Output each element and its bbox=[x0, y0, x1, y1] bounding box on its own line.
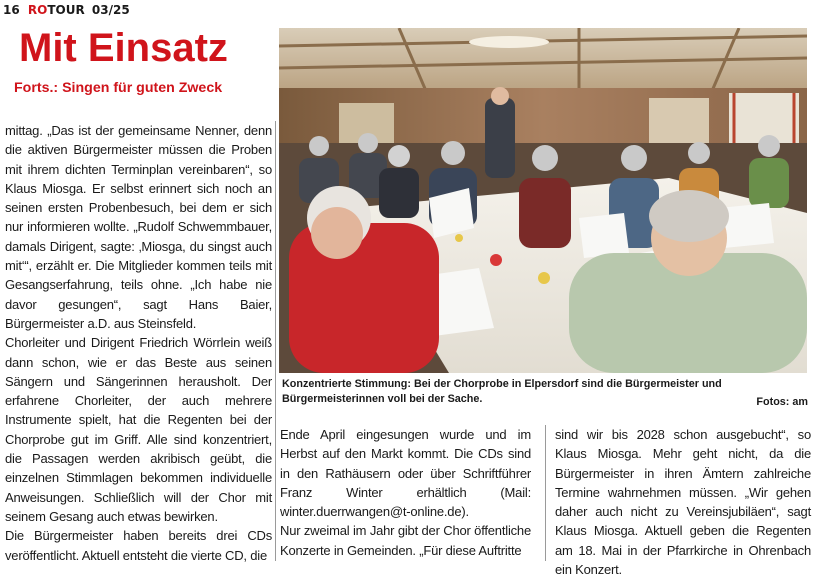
choir-rehearsal-photo bbox=[279, 28, 807, 373]
article-subheadline: Forts.: Singen für guten Zweck bbox=[14, 80, 223, 96]
magazine-brand-ro: RO bbox=[27, 3, 48, 17]
photo-illustration bbox=[279, 28, 807, 373]
article-headline: Mit Einsatz bbox=[19, 26, 228, 70]
issue-number: 03/25 bbox=[91, 3, 130, 17]
text-column-1 bbox=[5, 121, 272, 565]
paragraph: sind wir bis 2028 schon ausgebucht“, so Klaus Miosga. Mehr geht nicht, da die Bürgermeister in ihren Ämtern zahlreiche Termine wahrnehmen müssen. „Wir gehen daher auch nicht zu Vereinsjubiläen“, sagt Klaus Miosga. Aktuell geben die Regenten am 18. Mai in der Pfarrkirche in Ohrenbach ein Konzert. bbox=[555, 427, 811, 578]
photo-caption: Konzentrierte Stimmung: Bei der Chorprobe in Elpersdorf sind die Bürgermeister und Bürgermeisterinnen voll bei der Sache. bbox=[282, 378, 722, 405]
paragraph: Die Bürgermeister haben bereits drei CDs veröffentlicht. Aktuell entsteht die vierte CD, die bbox=[5, 528, 272, 563]
photo-credit: Fotos: am bbox=[756, 396, 808, 408]
column-divider bbox=[275, 121, 276, 561]
magazine-brand-tour: TOUR bbox=[47, 3, 85, 17]
column-divider bbox=[545, 425, 546, 561]
page-header bbox=[3, 3, 130, 19]
paragraph: mittag. „Das ist der gemeinsame Nenner, denn die aktiven Bürgermeister müssen die Proben mit ihrem dichten Terminplan vereinbaren“, so Klaus Miosga. Er selbst erinnert sich noch an seinen ersten Probenbesuch, bei dem er sich nur informieren wollte. „Rudolf Schwemmbauer, damals Dirigent, sagte: ‚Miosga, du singst auch mit‘“, erzählt er. Die Mitglieder kommen teils mit Gesangserfahrung, teils ohne. „Ich habe nie davor gesungen“, sagt Hans Baier, Bürgermeister a.D. aus Steinsfeld. bbox=[5, 123, 272, 331]
paragraph: Chorleiter und Dirigent Friedrich Wörrlein weiß dann schon, wie er das Beste aus seinen Sängern und Sängerinnen herausholt. Der erfahrene Chorleiter, der auch mehrere Instrumente spielt, hat die Regenten bei der Chorprobe gut im Griff. Alle sind konzentriert, die Passagen werden akribisch geübt, die einzelnen Stimmlagen bekommen individuelle Anweisungen. Schließlich will der Chor mit seinem Gesang auch etwas bewirken. bbox=[5, 335, 272, 524]
text-column-2 bbox=[280, 425, 531, 560]
text-column-3 bbox=[555, 425, 811, 579]
paragraph: Ende April eingesungen wurde und im Herbst auf den Markt kommt. Die CDs sind in den Rathäusern oder über Schriftführer Franz Winter erhältlich (Mail: winter.duerrwangen@t-online.de). bbox=[280, 427, 531, 520]
page-number: 16 bbox=[3, 3, 20, 17]
paragraph: Nur zweimal im Jahr gibt der Chor öffentliche Konzerte in Gemeinden. „Für diese Auftritte bbox=[280, 523, 531, 558]
